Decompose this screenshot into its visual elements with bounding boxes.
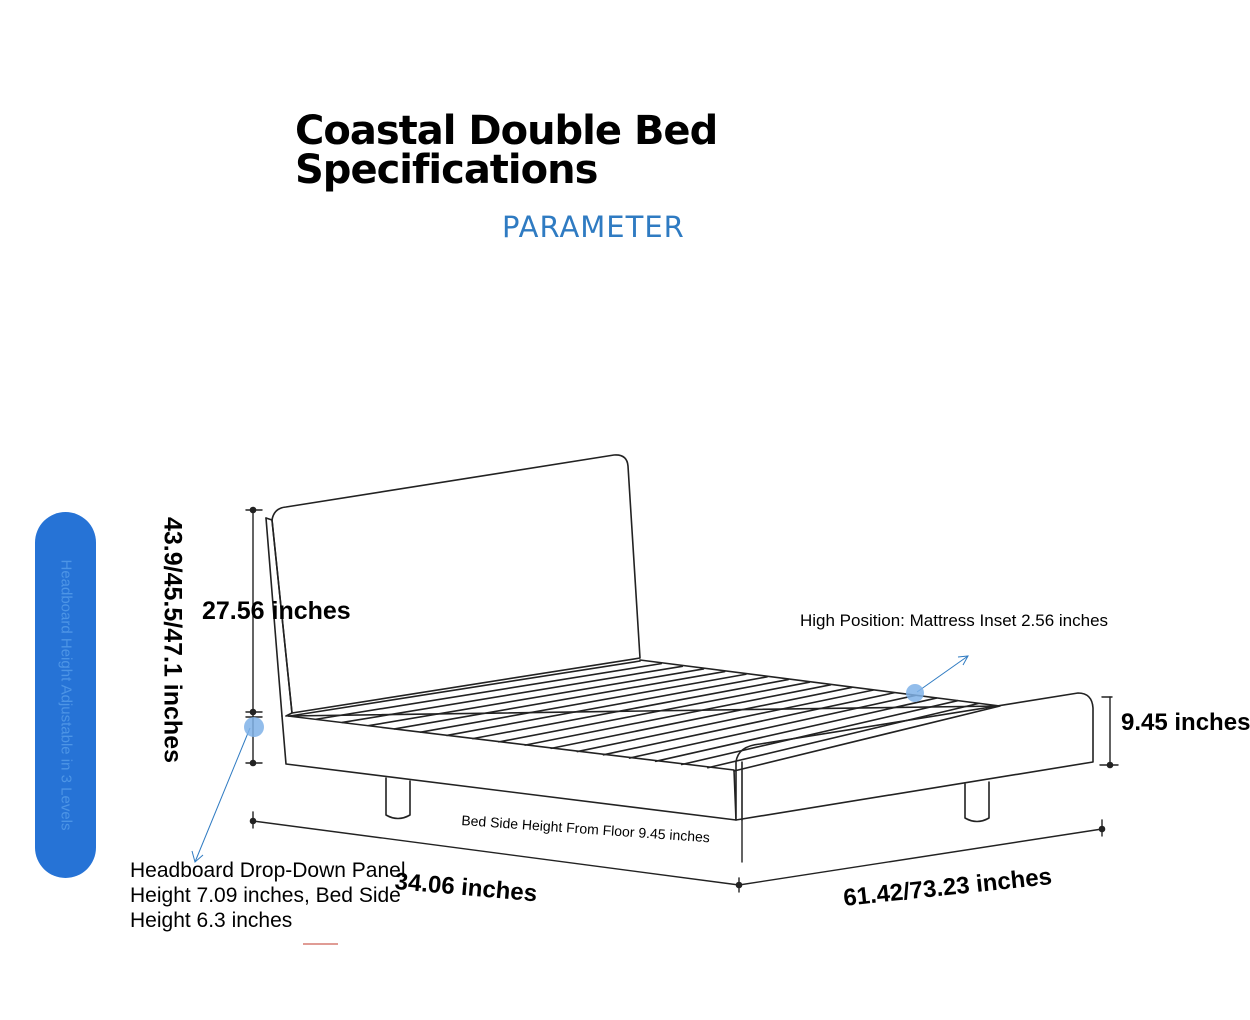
width-label: 34.06 inches xyxy=(393,868,539,908)
footboard xyxy=(736,693,1093,820)
side-badge-text: Headboard Height Adjustable in 3 Levels xyxy=(57,559,74,831)
marker-high-position xyxy=(906,684,924,702)
marker-drop-down xyxy=(244,717,264,737)
length-label: 61.42/73.23 inches xyxy=(842,863,1054,912)
page-title: Coastal Double Bed Specifications xyxy=(295,108,718,193)
footboard-height-label: 9.45 inches xyxy=(1121,709,1250,736)
headboard-height-label: 27.56 inches xyxy=(202,597,351,625)
headboard xyxy=(272,455,640,713)
leg-right xyxy=(965,782,989,822)
high-position-note: High Position: Mattress Inset 2.56 inches xyxy=(800,611,1109,630)
floor-height-note: Bed Side Height From Floor 9.45 inches xyxy=(460,812,711,846)
drop-down-note: Headboard Drop-Down Panel Height 7.09 inches, Bed Side Height 6.3 inches xyxy=(130,859,406,932)
leg-left xyxy=(386,778,410,819)
section-subtitle: PARAMETER xyxy=(502,210,685,244)
total-height-label: 43.9/45.5/47.1 inches xyxy=(158,516,187,764)
